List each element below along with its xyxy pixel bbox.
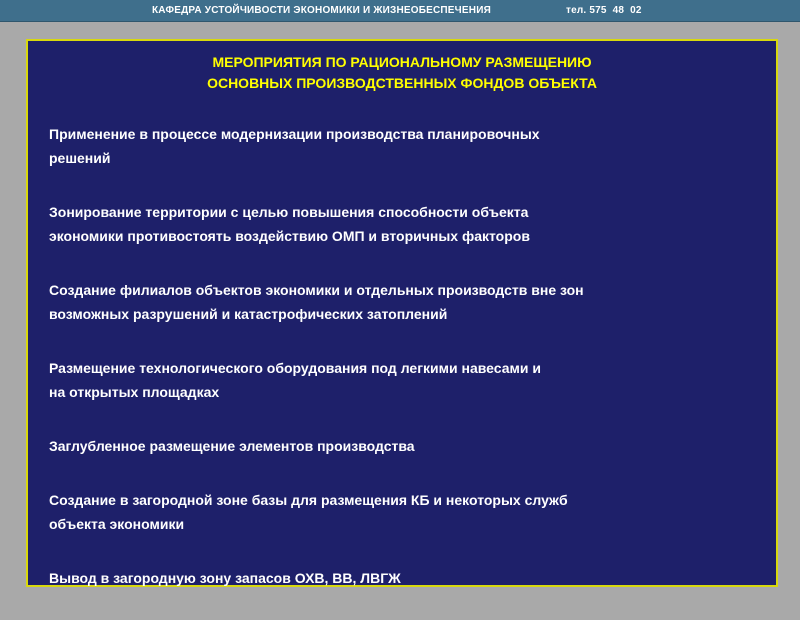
- slide-title-line-2: ОСНОВНЫХ ПРОИЗВОДСТВЕННЫХ ФОНДОВ ОБЪЕКТА: [207, 75, 597, 91]
- measure-item-1: Применение в процессе модернизации производства планировочных решений: [49, 126, 540, 166]
- measures-list: [49, 122, 759, 620]
- slide-content-panel: [26, 39, 778, 587]
- phone-number: тел. 575 48 02: [566, 5, 642, 16]
- slide-title-line-1: МЕРОПРИЯТИЯ ПО РАЦИОНАЛЬНОМУ РАЗМЕЩЕНИЮ: [212, 54, 592, 70]
- measure-item-2: Зонирование территории с целью повышения способности объекта экономики противостоять воздействию ОМП и вторичных факторов: [49, 204, 530, 244]
- measure-item-6: Создание в загородной зоне базы для размещения КБ и некоторых служб объекта экономики: [49, 492, 568, 532]
- measure-item-5: Заглубленное размещение элементов производства: [49, 438, 415, 454]
- header-bar: [0, 0, 800, 22]
- measure-item-4: Размещение технологического оборудования под легкими навесами и на открытых площадках: [49, 360, 541, 400]
- measure-item-7: Вывод в загородную зону запасов ОХВ, ВВ, ЛВГЖ: [49, 570, 401, 586]
- slide-title: [28, 52, 776, 94]
- measure-item-3: Создание филиалов объектов экономики и отдельных производств вне зон возможных разрушений и катастрофических затоплений: [49, 282, 584, 322]
- department-title: КАФЕДРА УСТОЙЧИВОСТИ ЭКОНОМИКИ И ЖИЗНЕОБЕСПЕЧЕНИЯ: [152, 5, 491, 16]
